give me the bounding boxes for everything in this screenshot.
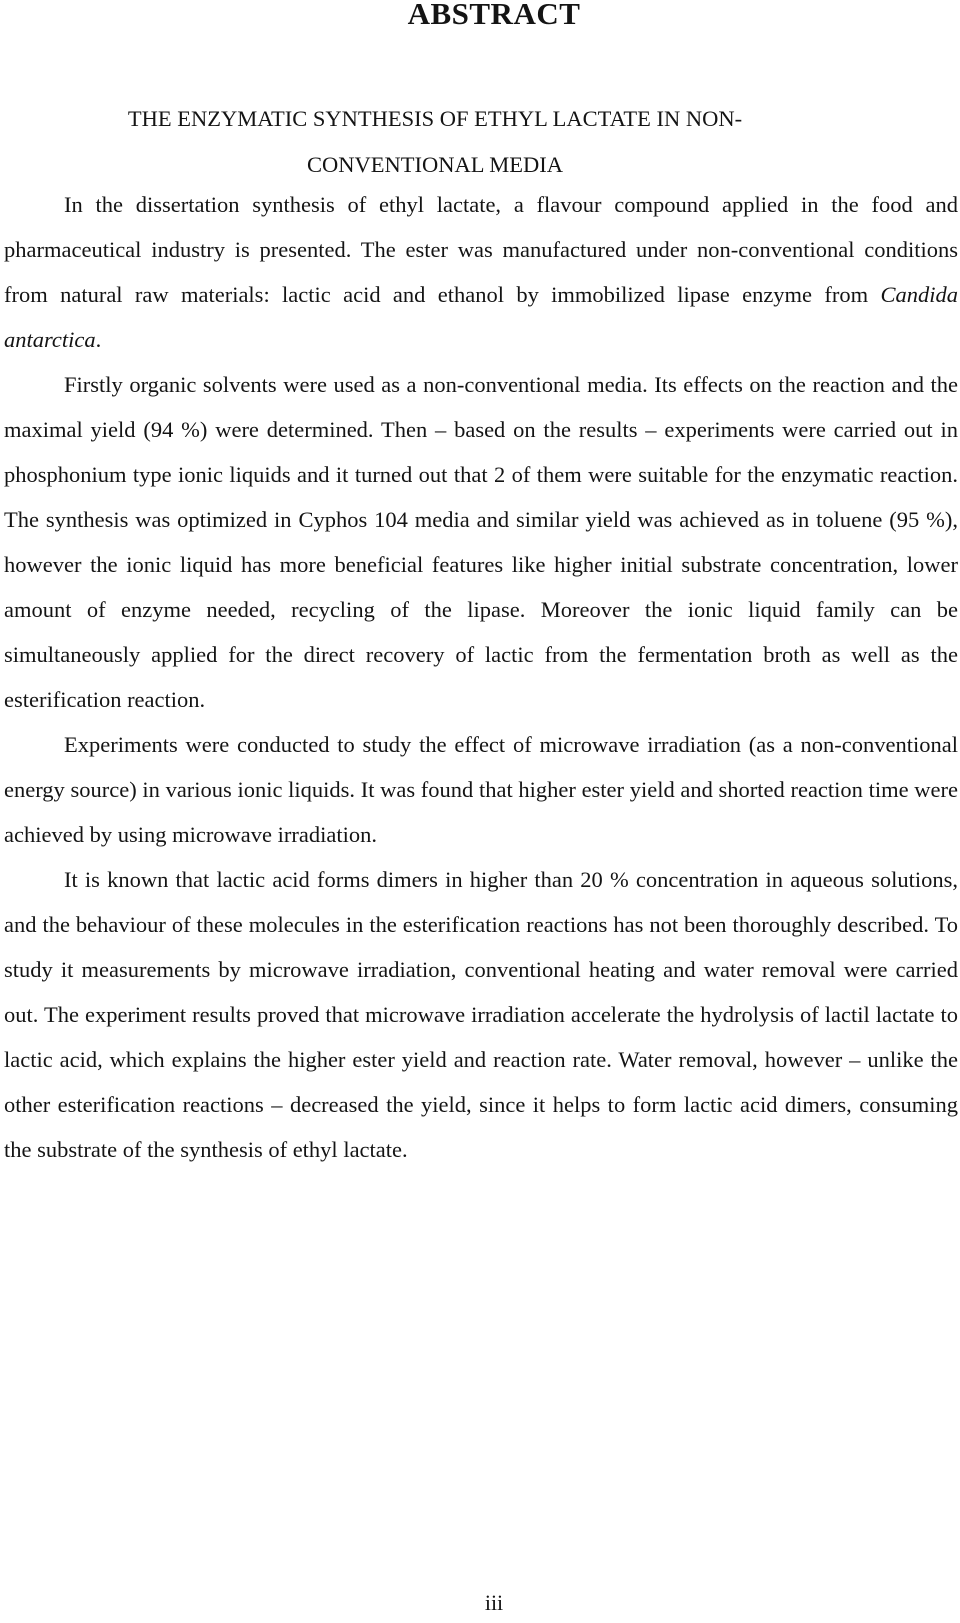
page-number: iii: [484, 1590, 504, 1615]
abstract-body: [4, 182, 958, 1172]
paragraph-1-text: In the dissertation synthesis of ethyl lactate, a flavour compound applied in the food and pharmaceutical industry is presented. The ester was manufactured under non-conventional conditions from natural raw materials: lactic acid and ethanol by immobilized lipase enzyme from: [4, 192, 958, 307]
paragraph-1-ending: .: [95, 327, 102, 352]
abstract-paragraph-4: It is known that lactic acid forms dimers in higher than 20 % concentration in aqueous solutions, and the behaviour of these molecules in the esterification reactions has not been thoroughly described. To study it measurements by microwave irradiation, conventional heating and water removal were carried out. The experiment results proved that microwave irradiation accelerate the hydrolysis of lactil lactate to lactic acid, which explains the higher ester yield and reaction rate. Water removal, however – unlike the other esterification reactions – decreased the yield, since it helps to form lactic acid dimers, consuming the substrate of the synthesis of ethyl lactate.: [4, 867, 958, 1162]
abstract-heading: ABSTRACT: [407, 0, 581, 31]
paragraph-1-species-name: Candida antarctica: [4, 282, 958, 352]
abstract-paragraph-2: Firstly organic solvents were used as a non-conventional media. Its effects on the reaction and the maximal yield (94 %) were determined. Then – based on the results – experiments were carried out in phosphonium type ionic liquids and it turned out that 2 of them were suitable for the enzymatic reaction. The synthesis was optimized in Cyphos 104 media and similar yield was achieved as in toluene (95 %), however the ionic liquid has more beneficial features like higher initial substrate concentration, lower amount of enzyme needed, recycling of the lipase. Moreover the ionic liquid family can be simultaneously applied for the direct recovery of lactic from the fermentation broth as well as the esterification reaction.: [4, 372, 958, 712]
dissertation-title: THE ENZYMATIC SYNTHESIS OF ETHYL LACTATE IN NON-CONVENTIONAL MEDIA: [127, 106, 743, 177]
abstract-paragraph-3: Experiments were conducted to study the effect of microwave irradiation (as a non-conventional energy source) in various ionic liquids. It was found that higher ester yield and shorted reaction time were achieved by using microwave irradiation.: [4, 732, 958, 847]
abstract-paragraph-1: [4, 182, 958, 362]
